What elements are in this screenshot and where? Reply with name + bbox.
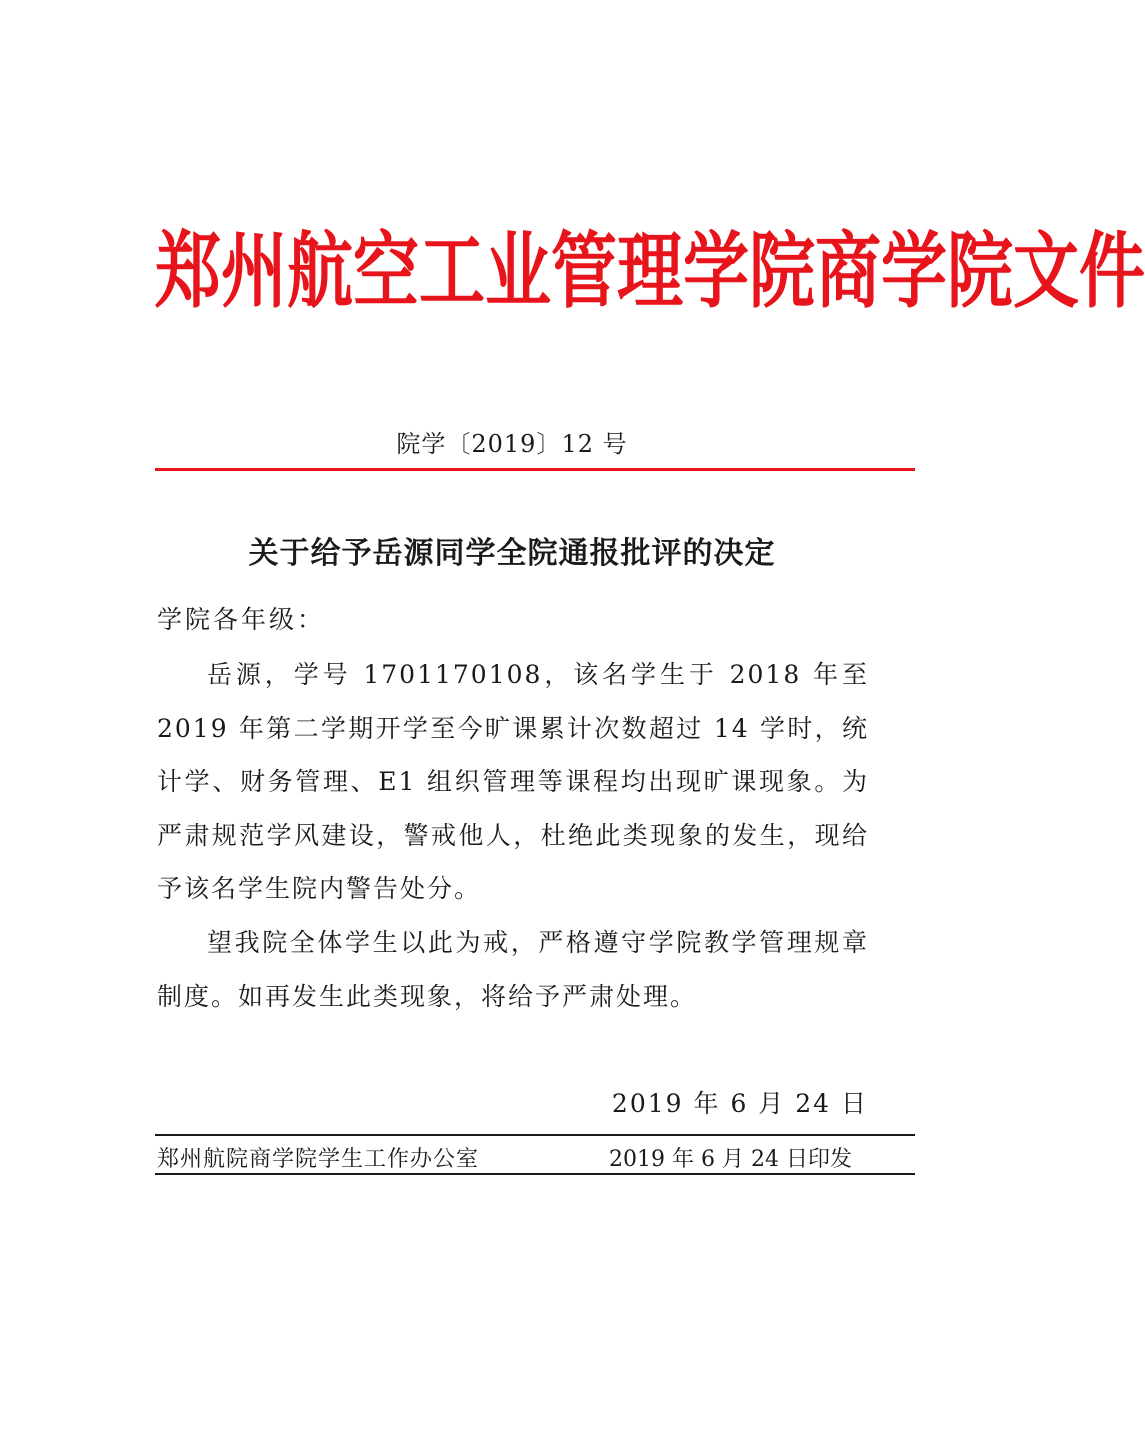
body-paragraph: 望我院全体学生以此为戒，严格遵守学院教学管理规章制度。如再发生此类现象，将给予严肃处理。 bbox=[157, 928, 869, 1011]
salutation: 学院各年级： bbox=[157, 605, 326, 634]
footer-top-rule bbox=[155, 1134, 915, 1136]
header-title-char: 学 bbox=[683, 223, 749, 320]
header-title-char: 件 bbox=[1079, 223, 1145, 320]
signature-date: 2019 年 6 月 24 日 bbox=[611, 1089, 868, 1118]
header-title-char: 州 bbox=[221, 223, 287, 320]
header-title-char: 航 bbox=[287, 223, 353, 320]
header-title-char: 院 bbox=[749, 223, 815, 320]
header-title-char: 商 bbox=[815, 223, 881, 320]
header-title-char: 业 bbox=[485, 223, 551, 320]
decision-title: 关于给予岳源同学全院通报批评的决定 bbox=[248, 536, 776, 571]
header-title-char: 学 bbox=[881, 223, 947, 320]
red-divider bbox=[155, 468, 915, 471]
body-paragraph: 岳源，学号 1701170108，该名学生于 2018 年至 2019 年第二学期开学至今旷课累计次数超过 14 学时，统计学、财务管理、E1 组织管理等课程均出现旷课现象。为严肃规范学风建设，警戒他人，杜绝此类现象的发生，现给予该名学生院内警告处分。 bbox=[157, 660, 869, 903]
header-title-char: 郑 bbox=[155, 223, 221, 320]
header-title-char: 空 bbox=[353, 223, 419, 320]
footer-issuer: 郑州航院商学院学生工作办公室 bbox=[157, 1147, 480, 1172]
header-title-char: 理 bbox=[617, 223, 683, 320]
header-title-char: 管 bbox=[551, 223, 617, 320]
header-title-char: 工 bbox=[419, 223, 485, 320]
footer-issue-date: 2019 年 6 月 24 日印发 bbox=[609, 1147, 852, 1172]
header-title-char: 院 bbox=[947, 223, 1013, 320]
document-number: 院学〔2019〕12 号 bbox=[396, 430, 628, 458]
header-title-char: 文 bbox=[1013, 223, 1079, 320]
document-header-title bbox=[155, 210, 1145, 335]
footer-bottom-rule bbox=[155, 1173, 915, 1175]
